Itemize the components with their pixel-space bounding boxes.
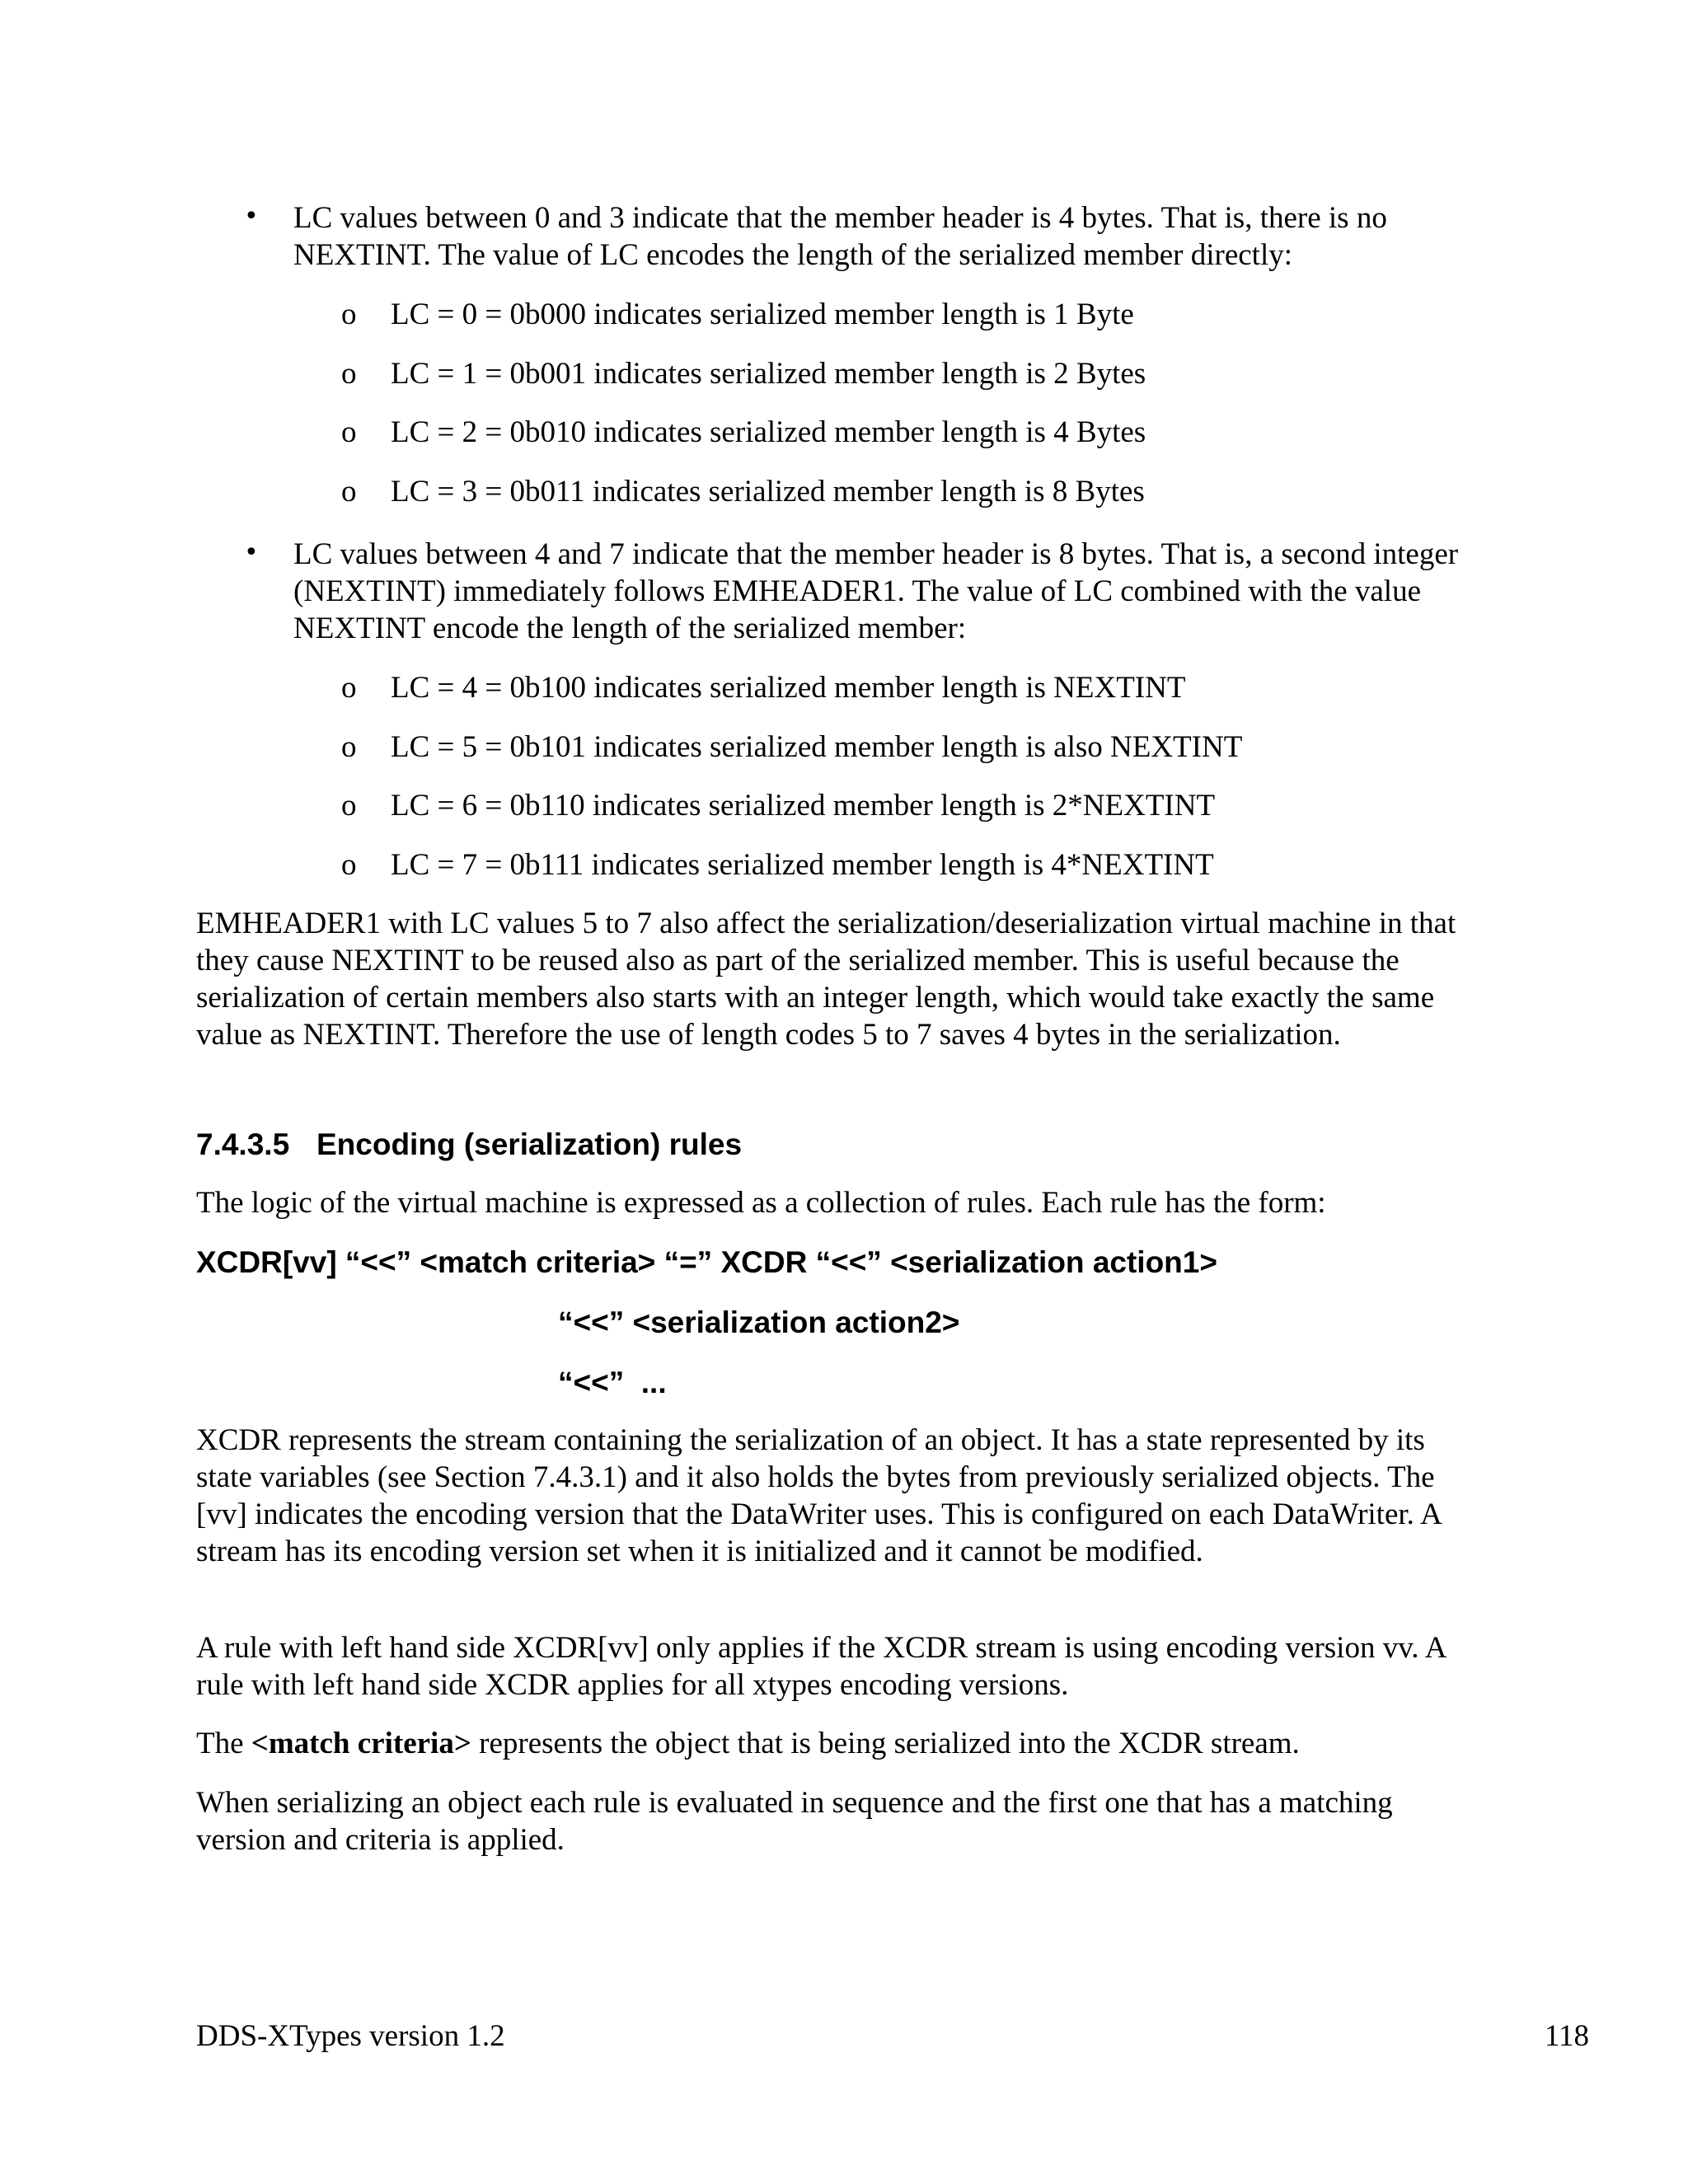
section-heading bbox=[196, 1126, 742, 1163]
sub-bullet-mark: o bbox=[341, 415, 357, 449]
rule-form-line-2: “<<” <serialization action2> bbox=[558, 1305, 960, 1339]
paragraph-match-criteria bbox=[196, 1725, 1482, 1762]
bullet-text: LC values between 0 and 3 indicate that the member header is 4 bytes. That is, there is no NEXTINT. The value of LC encodes the length of the serialized member directly: bbox=[293, 201, 1387, 272]
list-item-text: LC = 5 = 0b101 indicates serialized member length is also NEXTINT bbox=[391, 730, 1243, 764]
footer-page-number: 118 bbox=[1544, 2019, 1589, 2053]
sub-bullet-mark: o bbox=[341, 848, 357, 882]
list-item bbox=[341, 669, 1479, 706]
list-item-text: LC = 1 = 0b001 indicates serialized member length is 2 Bytes bbox=[391, 357, 1146, 391]
paragraph-when-serializing: When serializing an object each rule is evaluated in sequence and the first one that has a matching version and criteria is applied. bbox=[196, 1786, 1393, 1857]
list-item bbox=[341, 729, 1479, 766]
section-number: 7.4.3.5 bbox=[196, 1127, 290, 1161]
list-item bbox=[341, 355, 1479, 392]
list-item bbox=[341, 414, 1479, 451]
sub-bullet-mark: o bbox=[341, 730, 357, 764]
list-item bbox=[341, 787, 1479, 824]
sub-bullet-mark: o bbox=[341, 671, 357, 705]
bullet-lc-4-7 bbox=[244, 536, 1472, 647]
sub-bullet-mark: o bbox=[341, 298, 357, 331]
footer-document-title: DDS-XTypes version 1.2 bbox=[196, 2019, 505, 2053]
list-item bbox=[341, 846, 1479, 883]
sub-bullet-mark: o bbox=[341, 357, 357, 391]
list-item-text: LC = 2 = 0b010 indicates serialized member length is 4 Bytes bbox=[391, 415, 1146, 449]
bullet-mark: • bbox=[244, 202, 259, 231]
list-item-text: LC = 6 = 0b110 indicates serialized member length is 2*NEXTINT bbox=[391, 789, 1216, 823]
list-item bbox=[341, 473, 1479, 510]
bullet-text: LC values between 4 and 7 indicate that the member header is 8 bytes. That is, a second integer (NEXTINT) immediately follows EMHEADER1. The value of LC combined with the value NEXTINT encode the length of the serialized member: bbox=[293, 537, 1459, 645]
paragraph-xcdr: XCDR represents the stream containing the serialization of an object. It has a state represented by its state variables (see Section 7.4.3.1) and it also holds the bytes from previously serialized objects. The [vv] indicates the encoding version that the DataWriter uses. This is configured on each DataWriter. A stream has its encoding version set when it is initialized and it cannot be modified. bbox=[196, 1423, 1441, 1568]
sub-bullet-mark: o bbox=[341, 475, 357, 509]
paragraph-emheader1: EMHEADER1 with LC values 5 to 7 also affect the serialization/deserialization virtual machine in that they cause NEXTINT to be reused also as part of the serialized member. This is useful because the serialization of certain members also starts with an integer length, which would take exactly the same value as NEXTINT. Therefore the use of length codes 5 to 7 saves 4 bytes in the serialization. bbox=[196, 907, 1456, 1052]
list-item-text: LC = 3 = 0b011 indicates serialized member length is 8 Bytes bbox=[391, 475, 1145, 509]
match-prefix: The bbox=[196, 1727, 251, 1760]
paragraph-rule-lhs: A rule with left hand side XCDR[vv] only applies if the XCDR stream is using encoding version vv. A rule with left hand side XCDR applies for all xtypes encoding versions. bbox=[196, 1631, 1446, 1702]
bullet-lc-0-3 bbox=[244, 199, 1472, 274]
list-item bbox=[341, 296, 1479, 333]
rule-form-line-1: XCDR[vv] “<<” <match criteria> “=” XCDR “<<” <serialization action1> bbox=[196, 1245, 1217, 1279]
list-item-text: LC = 0 = 0b000 indicates serialized member length is 1 Byte bbox=[391, 298, 1134, 331]
section-title: Encoding (serialization) rules bbox=[316, 1127, 743, 1161]
sub-bullet-mark: o bbox=[341, 789, 357, 823]
match-suffix: represents the object that is being serialized into the XCDR stream. bbox=[471, 1727, 1300, 1760]
rule-form-line-3: “<<” ... bbox=[558, 1366, 667, 1399]
list-item-text: LC = 7 = 0b111 indicates serialized member length is 4*NEXTINT bbox=[391, 848, 1214, 882]
bullet-mark: • bbox=[244, 538, 259, 567]
paragraph-logic: The logic of the virtual machine is expressed as a collection of rules. Each rule has the form: bbox=[196, 1186, 1326, 1220]
match-criteria-term: <match criteria> bbox=[251, 1727, 471, 1760]
list-item-text: LC = 4 = 0b100 indicates serialized member length is NEXTINT bbox=[391, 671, 1186, 705]
